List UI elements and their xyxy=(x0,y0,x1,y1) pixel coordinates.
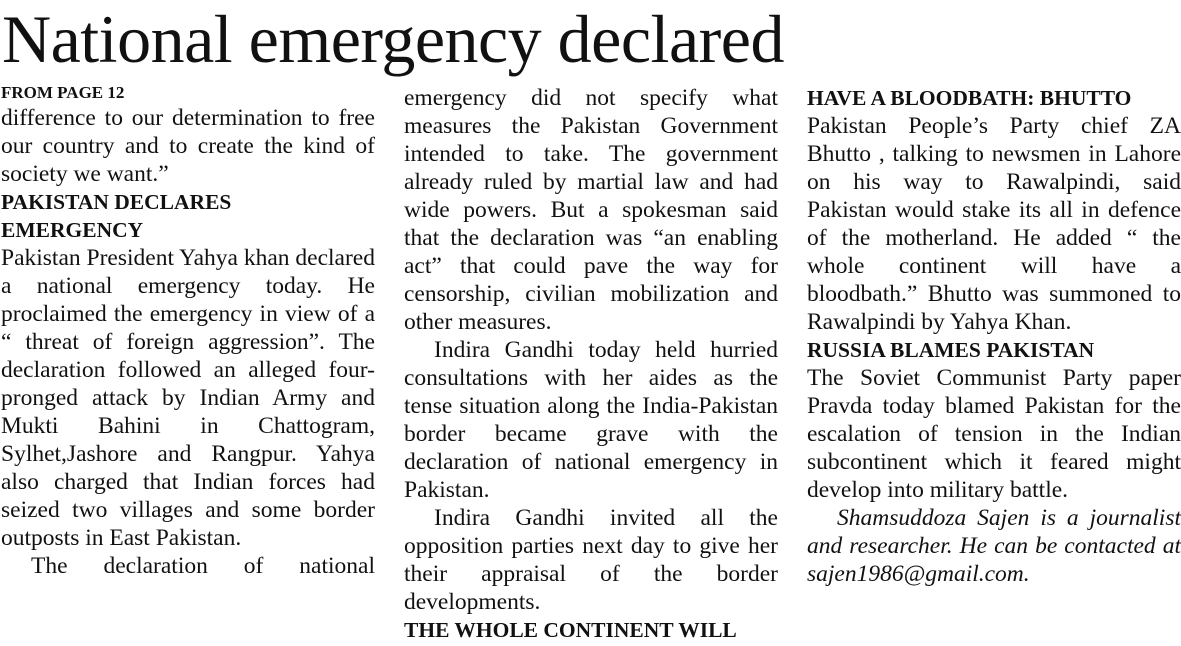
subheading-emergency: EMERGENCY xyxy=(1,218,144,242)
subheading-pakistan-declares: PAKISTAN DECLARES xyxy=(1,190,232,214)
column-2 xyxy=(404,84,778,644)
paragraph: Indira Gandhi today held hurried consultations with her aides as the tense situation along the India-Pakistan border became grave with the declaration of national emergency in Pakistan. xyxy=(404,337,778,503)
paragraph: The declaration of national xyxy=(31,553,375,579)
paragraph: emergency did not specify what measures the Pakistan Government intended to take. The government already ruled by martial law and had wide powers. But a spokesman said that the declaration was “an enabling act” that could pave the way for censorship, civilian mobilization and other measures. xyxy=(404,85,778,335)
paragraph: difference to our determination to free our country and to create the kind of society we want.” xyxy=(1,105,375,187)
subheading-russia-blames: RUSSIA BLAMES PAKISTAN xyxy=(807,338,1095,362)
subheading-bloodbath: HAVE A BLOODBATH: BHUTTO xyxy=(807,86,1132,110)
column-3 xyxy=(807,84,1181,588)
author-signature: Shamsuddoza Sajen is a journalist and researcher. He can be contacted at sajen1986@gmail.com. xyxy=(807,505,1181,587)
column-1 xyxy=(1,82,375,580)
continuation-kicker: FROM PAGE 12 xyxy=(1,83,125,102)
paragraph: The Soviet Communist Party paper Pravda today blamed Pakistan for the escalation of tension in the Indian subcontinent which it feared might develop into military battle. xyxy=(807,365,1181,503)
paragraph: Pakistan President Yahya khan declared a national emergency today. He proclaimed the emergency in view of a “ threat of foreign aggression”. The declaration followed an alleged four-pronged attack by Indian Army and Mukti Bahini in Chattogram, Sylhet,Jashore and Rangpur. Yahya also charged that Indian forces had seized two villages and some border outposts in East Pakistan. xyxy=(1,245,375,551)
paragraph: Indira Gandhi invited all the opposition parties next day to give her their appraisal of the border developments. xyxy=(404,505,778,615)
subheading-whole-continent: THE WHOLE CONTINENT WILL xyxy=(404,618,737,642)
headline: National emergency declared xyxy=(2,1,784,77)
paragraph: Pakistan People’s Party chief ZA Bhutto , talking to newsmen in Lahore on his way to Rawalpindi, said Pakistan would stake its all in defence of the motherland. He added “ the whole continent will have a bloodbath.” Bhutto was summoned to Rawalpindi by Yahya Khan. xyxy=(807,113,1181,335)
